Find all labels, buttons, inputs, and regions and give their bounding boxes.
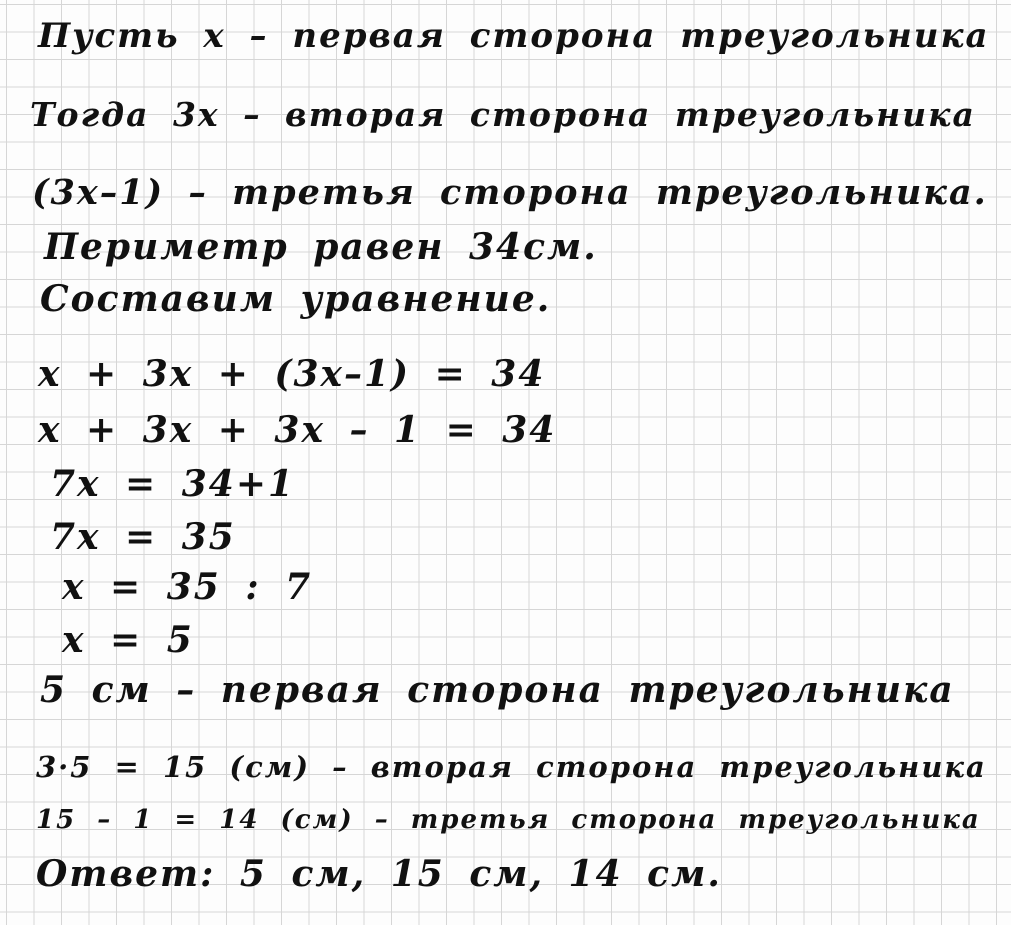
equation-line-2: x + 3x + 3x – 1 = 34 (38, 409, 557, 451)
equation-line-5: x = 35 : 7 (62, 566, 313, 608)
equation-line-3: 7x = 34+1 (50, 463, 296, 505)
result-line-first-side: 5 см – первая сторона треугольника (40, 669, 955, 711)
text-line-perimeter: Периметр равен 34см. (44, 226, 598, 268)
equation-line-4: 7x = 35 (50, 516, 236, 558)
equation-line-6: x = 5 (62, 619, 194, 661)
text-line-setup-first-side: Пусть x – первая сторона треугольника (38, 16, 990, 56)
answer-line: Ответ: 5 см, 15 см, 14 см. (36, 853, 722, 895)
equation-line-1: x + 3x + (3x–1) = 34 (38, 353, 546, 395)
text-line-make-equation: Составим уравнение. (40, 278, 552, 320)
result-line-third-side: 15 – 1 = 14 (см) – третья сторона треугольника (36, 805, 981, 835)
result-line-second-side: 3·5 = 15 (см) – вторая сторона треугольника (36, 750, 987, 784)
text-line-setup-second-side: Тогда 3x – вторая сторона треугольника (30, 95, 976, 134)
text-line-setup-third-side: (3x–1) – третья сторона треугольника. (32, 172, 988, 213)
